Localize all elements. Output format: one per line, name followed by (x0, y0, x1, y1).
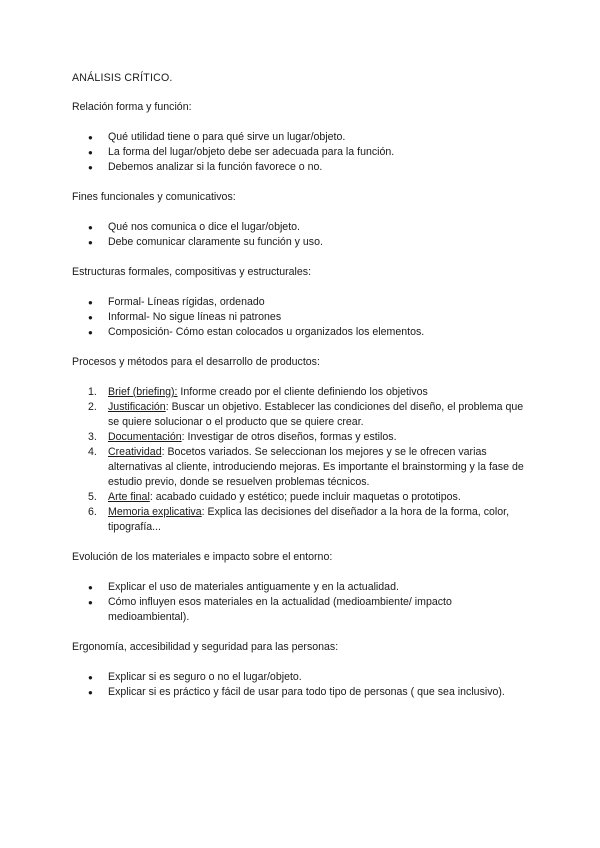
item-term: Memoria explicativa (108, 506, 202, 518)
section-forma-funcion (72, 100, 532, 175)
section-materiales (72, 550, 532, 625)
section-procesos (72, 355, 532, 535)
item-text: : Explica las decisiones del diseñador a la hora de la forma, color, tipografía... (108, 506, 510, 533)
item-term: Brief (briefing): (108, 386, 178, 398)
numbered-item (72, 445, 532, 490)
bullet-list (72, 220, 532, 250)
list-item: ● Explicar el uso de materiales antiguamente y en la actualidad. (72, 580, 532, 595)
numbered-item (72, 490, 532, 505)
numbered-item (72, 430, 532, 445)
section-ergonomia (72, 640, 532, 700)
item-text: : Buscar un objetivo. Establecer las condiciones del diseño, el problema que se quiere solucionar o el producto que se quiere crear. (108, 401, 524, 428)
document-body (72, 71, 532, 715)
section-fines (72, 190, 532, 250)
item-term: Documentación (108, 431, 182, 443)
item-number: 6. (88, 506, 97, 518)
list-item: ● La forma del lugar/objeto debe ser adecuada para la función. (72, 145, 532, 160)
bullet-list (72, 580, 532, 625)
bullet-list (72, 670, 532, 700)
list-item: ● Informal- No sigue líneas ni patrones (72, 310, 532, 325)
list-item: ● Explicar si es seguro o no el lugar/objeto. (72, 670, 532, 685)
item-term: Justificación (108, 401, 166, 413)
numbered-item (72, 400, 532, 430)
item-number: 2. (88, 401, 97, 413)
item-text: : Bocetos variados. Se seleccionan los mejores y se le ofrecen varias alternativas al cliente, introduciendo mejoras. Es importante el brainstorming y la fase de estudio previo, donde se resuelven problemas técnicos. (108, 446, 524, 488)
section-heading: Ergonomía, accesibilidad y seguridad para las personas: (72, 641, 339, 653)
item-number: 1. (88, 386, 97, 398)
bullet-list (72, 130, 532, 175)
document-title: ANÁLISIS CRÍTICO. (72, 72, 173, 84)
list-item: ● Qué nos comunica o dice el lugar/objeto. (72, 220, 532, 235)
numbered-item (72, 505, 532, 535)
item-number: 5. (88, 491, 97, 503)
section-heading: Procesos y métodos para el desarrollo de productos: (72, 356, 320, 368)
numbered-list (72, 385, 532, 535)
list-item: ● Debemos analizar si la función favorece o no. (72, 160, 532, 175)
item-text: Informe creado por el cliente definiendo los objetivos (177, 386, 428, 398)
item-text: : Investigar de otros diseños, formas y estilos. (181, 431, 397, 443)
item-term: Creatividad (108, 446, 162, 458)
numbered-item (72, 385, 532, 400)
list-item: ● Explicar si es práctico y fácil de usar para todo tipo de personas ( que sea inclusivo). (72, 685, 532, 700)
bullet-list (72, 295, 532, 340)
item-text: : acabado cuidado y estético; puede incluir maquetas o prototipos. (149, 491, 461, 503)
list-item: ● Formal- Líneas rígidas, ordenado (72, 295, 532, 310)
item-term: Arte final (108, 491, 150, 503)
item-number: 4. (88, 446, 97, 458)
section-heading: Relación forma y función: (72, 101, 192, 113)
section-heading: Evolución de los materiales e impacto sobre el entorno: (72, 551, 333, 563)
section-heading: Fines funcionales y comunicativos: (72, 191, 236, 203)
list-item: ● Composición- Cómo estan colocados u organizados los elementos. (72, 325, 532, 340)
section-estructuras (72, 265, 532, 340)
section-heading: Estructuras formales, compositivas y estructurales: (72, 266, 312, 278)
list-item: ● Cómo influyen esos materiales en la actualidad (medioambiente/ impacto medioambiental). (72, 595, 532, 625)
list-item: ● Debe comunicar claramente su función y uso. (72, 235, 532, 250)
item-number: 3. (88, 431, 97, 443)
list-item: ● Qué utilidad tiene o para qué sirve un lugar/objeto. (72, 130, 532, 145)
